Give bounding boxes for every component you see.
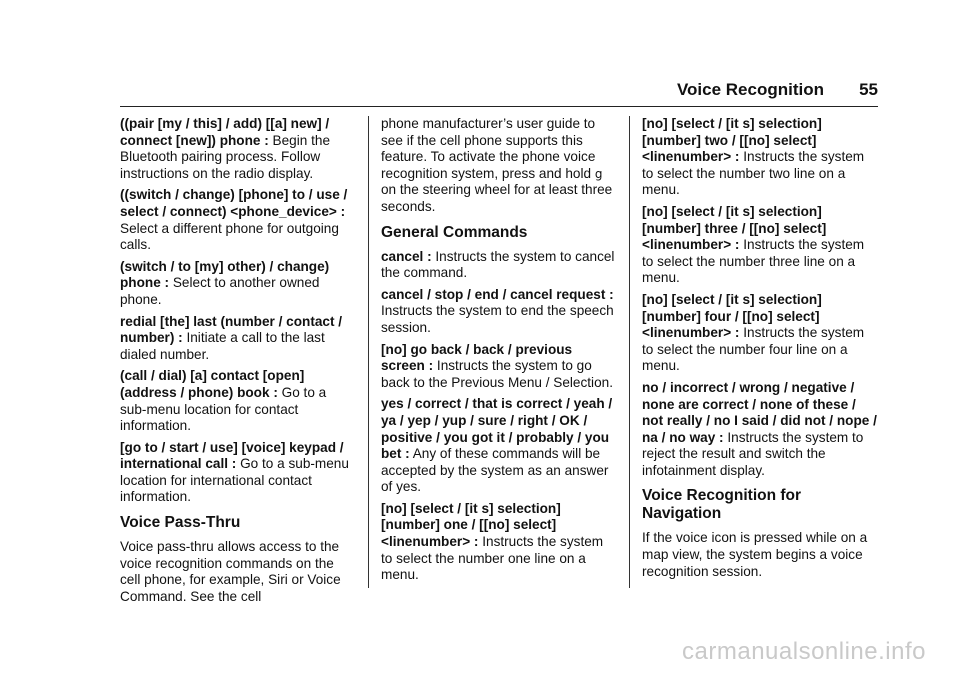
section-title: Voice Recognition	[676, 80, 824, 99]
command-entry	[120, 440, 356, 506]
command-entry	[642, 204, 878, 287]
body-paragraph: Voice pass-thru allows access to the voice recognition commands on the cell phone, for example, Siri or Voice Command. See the cell	[120, 539, 341, 604]
command-description: Instructs the system to end the speech session.	[381, 303, 614, 335]
command-entry	[381, 396, 617, 496]
section-heading: General Commands	[381, 223, 528, 241]
column-divider	[368, 116, 369, 588]
body-paragraph: If the voice icon is pressed while on a map view, the system begins a voice recognition session.	[642, 530, 868, 579]
page-number: 55	[859, 80, 878, 99]
section-heading: Voice Pass-Thru	[120, 514, 241, 532]
page-header	[120, 80, 878, 110]
command-entry	[120, 259, 356, 309]
column-1	[120, 116, 356, 610]
command-text: [no] [select / [it s] selection] [number] two / [[no] select] <linenumber> :	[642, 116, 822, 165]
command-text: [go to / start / use] [voice] keypad / international call :	[120, 439, 344, 472]
body-paragraph	[381, 116, 617, 216]
command-description: Instructs the system to reject the result and switch the infotainment display.	[642, 429, 864, 478]
command-text: ((switch / change) [phone] to / use / select / connect) <phone_device> :	[120, 187, 348, 219]
command-text: cancel / stop / end / cancel request :	[381, 286, 614, 302]
command-description: Instructs the system to select the number three line on a menu.	[642, 237, 865, 286]
command-description: Go to a sub-menu location for international contact information.	[120, 456, 349, 505]
command-description: Instructs the system to select the number one line on a menu.	[381, 534, 604, 583]
command-entry	[381, 249, 617, 282]
command-text: (call / dial) [a] contact [open] (address / phone) book :	[120, 368, 305, 400]
watermark: carmanualsonline.info	[682, 638, 926, 665]
command-entry	[120, 314, 356, 364]
command-description: Instructs the system to select the number two line on a menu.	[642, 149, 865, 198]
command-text: [no] [select / [it s] selection] [number] one / [[no] select] <linenumber> :	[381, 500, 561, 550]
command-description: Initiate a call to the last dialed number.	[120, 330, 325, 362]
command-entry	[120, 187, 356, 253]
command-description: Instructs the system to cancel the command.	[381, 248, 615, 281]
header-rule	[120, 106, 878, 107]
command-entry	[381, 287, 617, 337]
command-description: Any of these commands will be accepted by the system as an answer of yes.	[381, 446, 609, 495]
command-description: Select a different phone for outgoing calls.	[120, 220, 339, 253]
command-entry	[642, 292, 878, 375]
command-entry	[642, 116, 878, 199]
command-description: Go to a sub-menu location for contact information.	[120, 384, 327, 434]
command-description: Begin the Bluetooth pairing process. Follow instructions on the radio display.	[120, 132, 330, 181]
command-text: redial [the] last (number / contact / number) :	[120, 313, 343, 346]
column-2	[381, 116, 617, 589]
voice-button-icon: g	[594, 166, 603, 181]
command-entry	[120, 368, 356, 434]
column-divider	[629, 116, 630, 588]
command-text: (switch / to [my] other) / change) phone :	[120, 258, 330, 291]
command-description: Select to another owned phone.	[120, 275, 320, 307]
command-text: [no] [select / [it s] selection] [number] four / [[no] select] <linenumber> :	[642, 291, 822, 341]
command-description: Instructs the system to go back to the Previous Menu / Selection.	[381, 358, 613, 390]
command-text: cancel :	[381, 248, 432, 264]
column-3	[642, 116, 878, 585]
command-text: [no] go back / back / previous screen :	[381, 341, 573, 374]
command-entry	[381, 501, 617, 584]
command-entry	[642, 380, 878, 480]
section-heading: Voice Recognition for Navigation	[642, 487, 802, 523]
command-text: ((pair [my / this] / add) [[a] new] / connect [new]) phone :	[120, 116, 330, 148]
command-description: Instructs the system to select the number four line on a menu.	[642, 325, 865, 374]
command-text: no / incorrect / wrong / negative / none are correct / none of these / not really / no I said / did not / nope / na / no way :	[642, 379, 877, 445]
command-text: [no] [select / [it s] selection] [number] three / [[no] select] <linenumber> :	[642, 203, 827, 253]
command-entry	[381, 342, 617, 392]
paragraph-text: phone manufacturer’s user guide to see if the cell phone supports this feature. To activate the phone voice recognition system, press and hold	[381, 116, 596, 181]
command-entry	[120, 116, 356, 182]
command-text: yes / correct / that is correct / yeah / ya / yep / yup / sure / right / OK / positive / you got it / probably / you bet :	[381, 396, 613, 462]
paragraph-text: on the steering wheel for at least three seconds.	[381, 182, 613, 214]
